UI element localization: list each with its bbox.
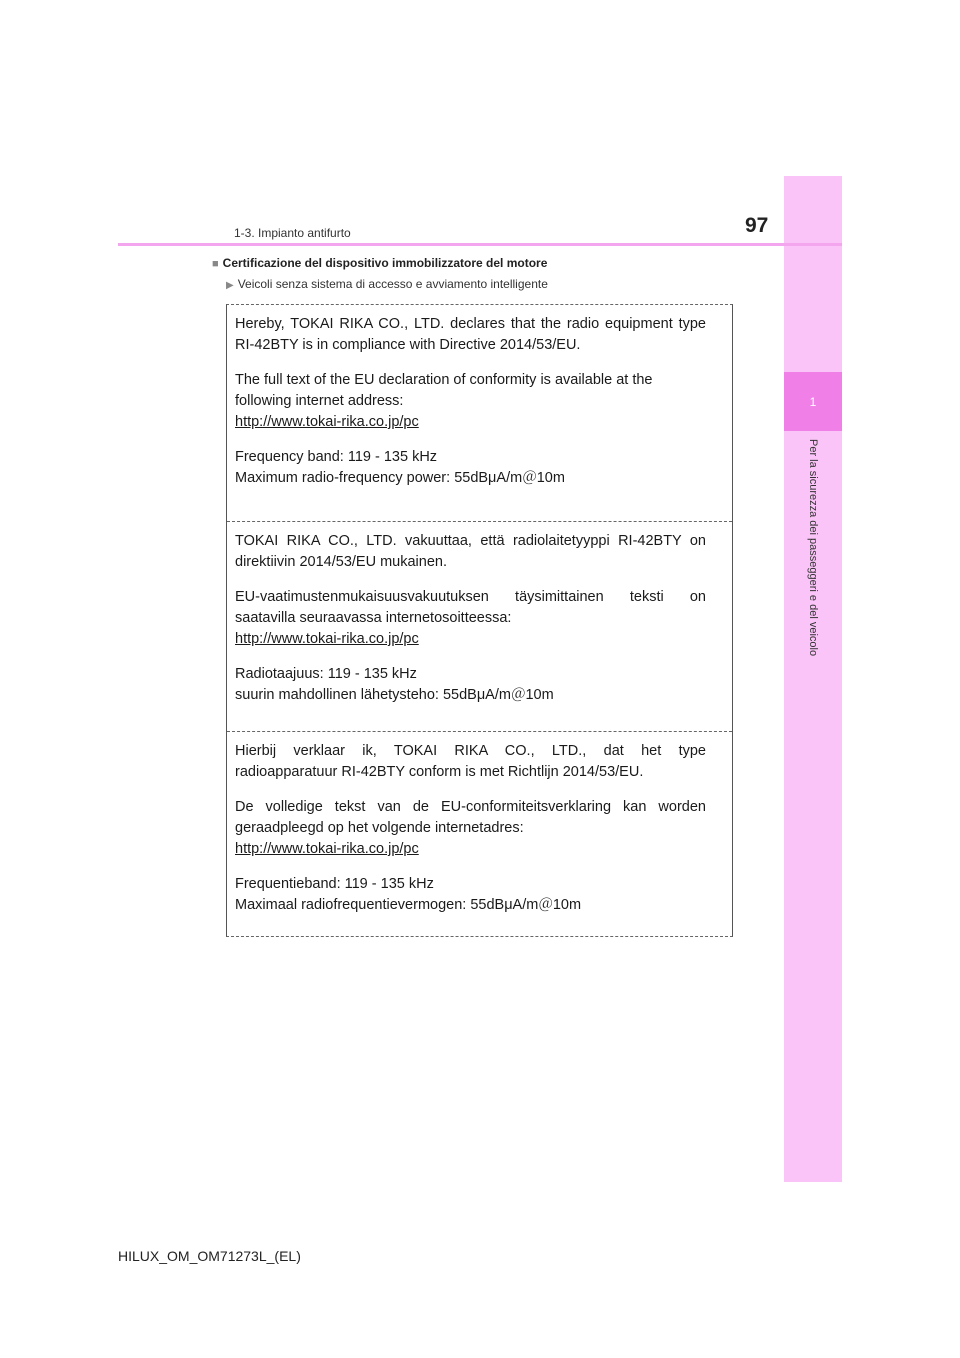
certification-block-en <box>227 305 732 521</box>
chapter-title-tab <box>784 431 842 711</box>
header-rule <box>118 243 842 246</box>
declaration-line-2: direktiivin 2014/53/EU mukainen. <box>235 554 447 570</box>
frequency-line: Frequentieband: 119 - 135 kHz <box>235 876 434 892</box>
declaration-line-2: RI-42BTY is in compliance with Directive 2014/53/EU. <box>235 337 581 353</box>
fulltext-line: De volledige tekst van de EU-conformiteitsverklaring kan worden <box>235 799 706 815</box>
chapter-title: Per la sicurezza dei passeggeri e del veicolo <box>807 439 819 657</box>
frequency-line: Radiotaajuus: 119 - 135 kHz <box>235 666 417 682</box>
fulltext-line: The full text of the EU declaration of conformity is available at the <box>235 372 653 388</box>
condition-bullet <box>226 277 548 291</box>
subheading-text: Certificazione del dispositivo immobilizzatore del motore <box>222 256 548 270</box>
declaration-url[interactable]: http://www.tokai-rika.co.jp/pc <box>235 841 419 857</box>
declaration-line: Hereby, TOKAI RIKA CO., LTD. declares that the radio equipment type <box>235 316 706 332</box>
frequency-line: Frequency band: 119 - 135 kHz <box>235 449 438 465</box>
fulltext-line: EU-vaatimustenmukaisuusvakuutuksen täysimittainen teksti on <box>235 589 706 605</box>
section-title: 1-3. Impianto antifurto <box>234 226 351 240</box>
condition-text: Veicoli senza sistema di accesso e avviamento intelligente <box>237 277 548 291</box>
fulltext-line-2: following internet address: <box>235 393 404 409</box>
certification-block-fi <box>227 521 732 731</box>
certification-block-nl <box>227 731 732 938</box>
square-bullet-icon: ■ <box>212 258 219 270</box>
power-line: Maximum radio-frequency power: 55dBμA/m＠10m <box>235 470 565 486</box>
chapter-number-tab <box>784 372 842 431</box>
footer-model-code: HILUX_OM_OM71273L_(EL) <box>118 1248 301 1264</box>
chapter-number: 1 <box>809 394 817 409</box>
declaration-url[interactable]: http://www.tokai-rika.co.jp/pc <box>235 414 419 430</box>
certification-box <box>226 304 733 937</box>
declaration-line: TOKAI RIKA CO., LTD. vakuuttaa, että radiolaitetyyppi RI-42BTY on <box>235 533 706 549</box>
fulltext-line-2: saatavilla seuraavassa internetosoitteessa: <box>235 610 512 626</box>
declaration-url[interactable]: http://www.tokai-rika.co.jp/pc <box>235 631 419 647</box>
power-line: Maximaal radiofrequentievermogen: 55dBμA/m＠10m <box>235 897 582 913</box>
declaration-line: Hierbij verklaar ik, TOKAI RIKA CO., LTD., dat het type <box>235 743 706 759</box>
power-line: suurin mahdollinen lähetysteho: 55dBμA/m＠10m <box>235 687 554 703</box>
declaration-line-2: radioapparatuur RI-42BTY conform is met Richtlijn 2014/53/EU. <box>235 764 644 780</box>
fulltext-line-2: geraadpleegd op het volgende internetadres: <box>235 820 524 836</box>
subheading <box>212 256 547 270</box>
triangle-bullet-icon: ▶ <box>226 280 234 291</box>
page-number: 97 <box>745 214 769 237</box>
